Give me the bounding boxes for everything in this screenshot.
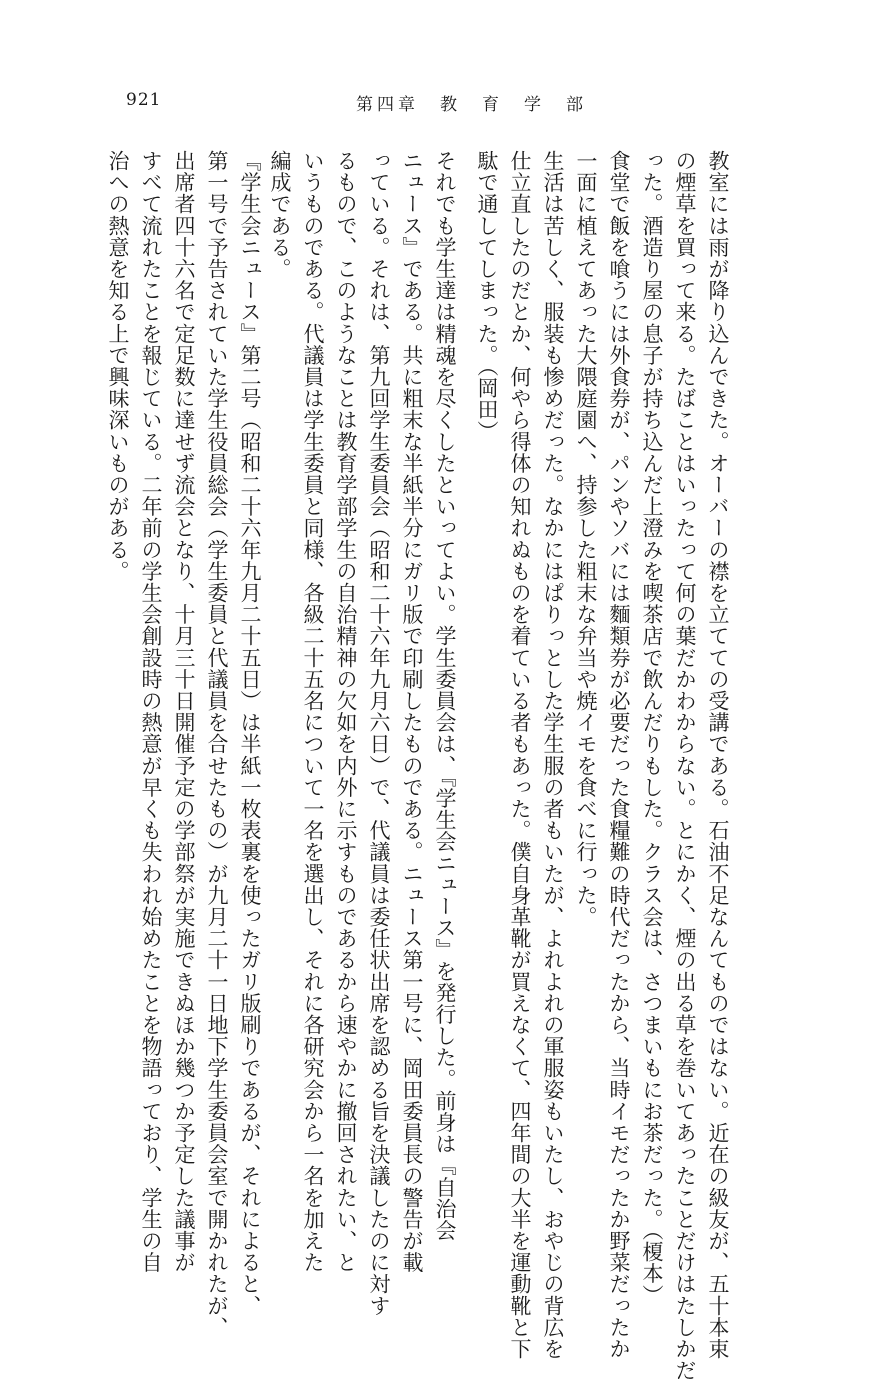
page-number: 921 [126, 90, 162, 110]
text-column: 駄で通してしまった。（岡田） [475, 150, 499, 442]
text-column: 出席者四十六名で定足数に達せず流会となり、十月三十日開催予定の学部祭が実施できぬほか幾つか予定した議事が [172, 150, 196, 1274]
text-column: それでも学生達は精魂を尽くしたといってよい。学生委員会は、『学生会ニュース』を発行した。前身は『自治会 [433, 150, 457, 1242]
text-column: 『学生会ニュース』第二号（昭和二十六年九月二十五日）は半紙一枚表裏を使ったガリ版刷りであるが、それによると、 [238, 150, 262, 1317]
text-column: ニュース』である。共に粗末な半紙半分にガリ版で印刷したものである。ニュース第一号に、岡田委員長の警告が載 [400, 150, 424, 1274]
text-column: っている。それは、第九回学生委員会（昭和二十六年九月六日）で、代議員は委任状出席を認める旨を決議したのに対す [367, 150, 391, 1317]
text-column: 仕立直したのだとか、何やら得体の知れぬものを着ている者もあった。僕自身革靴が買えなくて、四年間の大半を運動靴と下 [508, 150, 532, 1360]
text-column: いうものである。代議員は学生委員と同様、各級二十五名について一名を選出し、それに各研究会から一名を加えた [301, 150, 325, 1274]
text-column: るもので、このようなことは教育学部学生の自治精神の欠如を内外に示すものであるから速やかに撤回されたい、と [334, 150, 358, 1274]
text-column: 治への熱意を知る上で興味深いものがある。 [106, 150, 130, 582]
text-column: の煙草を買って来る。たばことはいったって何の葉だかわからない。とにかく、煙の出る草を巻いてあったことだけはたしかだ [673, 150, 697, 1381]
paragraph-issue-two [101, 150, 266, 1338]
reminiscence-block [470, 150, 734, 1381]
text-column: った。酒造り屋の息子が持ち込んだ上澄みを喫茶店で飲んだりもした。クラス会は、さつまいもにお茶だった。（榎本） [640, 150, 664, 1306]
running-head: 第四章 教 育 学 部 [356, 95, 587, 115]
text-column: 編成である。 [268, 150, 292, 280]
text-column: 生活は苦しく、服装も惨めだった。なかにはぱりっとした学生服の者もいたが、よれよれの軍服姿もいたし、おやじの背広を [541, 150, 565, 1360]
text-column: 食堂で飯を喰うには外食券が、パンやソバには麵類券が必要だった食糧難の時代だったから、当時イモだったか野菜だったか [607, 150, 631, 1360]
text-column: 教室には雨が降り込んできた。オーバーの襟を立てての受講である。石油不足なんてものではない。近在の級友が、五十本束 [706, 150, 730, 1360]
paragraph-newsletter [263, 150, 461, 1317]
text-column: すべて流れたことを報じている。二年前の学生会創設時の熱意が早くも失われ始めたことを物語っており、学生の自 [139, 150, 163, 1274]
text-column: 第一号で予告されていた学生役員総会（学生委員と代議員を合せたもの）が九月二十一日地下学生委員会室で開かれたが、 [205, 150, 229, 1338]
text-column: 一面に植えてあった大隈庭園へ、持参した粗末な弁当や焼イモを食べに行った。 [574, 150, 598, 928]
